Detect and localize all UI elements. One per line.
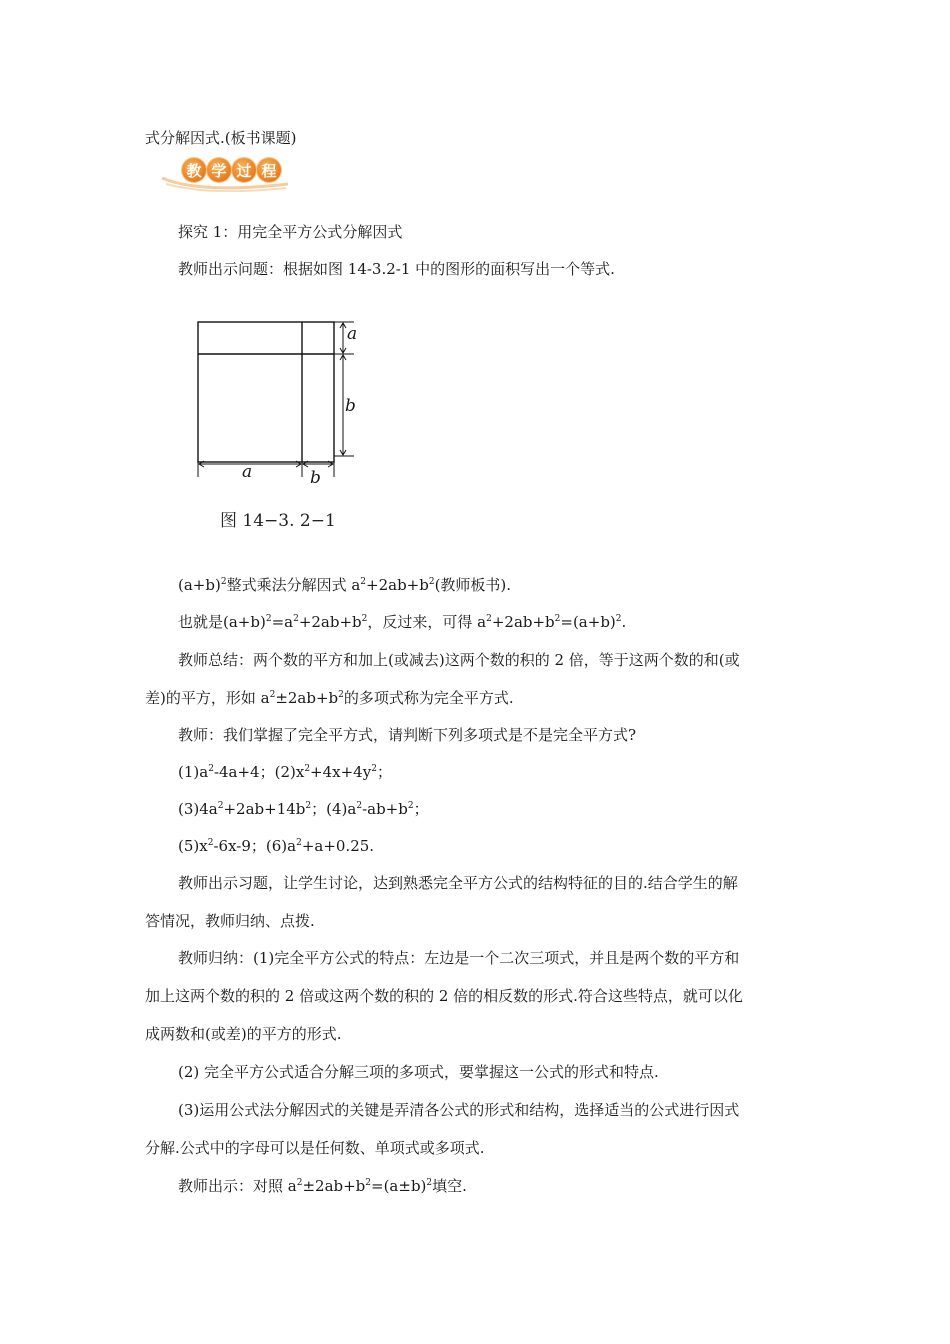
label-b-right: b: [345, 396, 356, 416]
banner-char: 学: [207, 158, 231, 182]
label-a-bottom: a: [242, 462, 253, 482]
teacher-question: 教师出示问题：根据如图 14-3.2-1 中的图形的面积写出一个等式.: [178, 260, 615, 278]
induction-line-1: 教师归纳：(1)完全平方公式的特点：左边是一个二次三项式，并且是两个数的平方和: [178, 949, 740, 967]
exercise-paragraph-1: 教师出示习题，让学生讨论，达到熟悉完全平方公式的结构特征的目的.结合学生的解: [178, 874, 738, 892]
exercise-item-3: $(5)x^2-6x-9$；$(6)a^2+a+0.25$.: [178, 837, 375, 855]
summary-line-1: 教师总结：两个数的平方和加上(或减去)这两个数的积的 2 倍，等于这两个数的和(或: [178, 651, 740, 669]
label-a-right: a: [347, 324, 358, 344]
induction-line-3: 成两数和(或差)的平方的形式.: [145, 1025, 342, 1043]
point-3-line-2: 分解.公式中的字母可以是任何数、单项式或多项式.: [145, 1139, 485, 1157]
banner-char: 教: [182, 158, 206, 182]
teacher-judge: 教师：我们掌握了完全平方式，请判断下列多项式是不是完全平方式?: [178, 726, 637, 744]
exercise-item-1: $(1)a^2-4a+4$；$(2)x^2+4x+4y^2$；: [178, 763, 392, 781]
summary-line-2: 差)的平方，形如 $a^2\pm 2ab+b^2$的多项式称为完全平方式.: [145, 689, 514, 707]
reverse-line: 也就是$(a+b)^2=a^2+2ab+b^2$，反过来，可得 $a^2+2ab+b^2=(a+b)^2$.: [178, 613, 627, 631]
banner-char: 过: [232, 158, 256, 182]
explore-heading: 探究 1：用完全平方公式分解因式: [178, 223, 403, 241]
label-b-bottom: b: [310, 468, 321, 488]
banner-char: 程: [257, 158, 281, 182]
induction-line-2: 加上这两个数的积的 2 倍或这两个数的积的 2 倍的相反数的形式.符合这些特点，就可以化: [145, 987, 743, 1005]
figure-caption: 图 14−3. 2−1: [220, 511, 336, 531]
intro-continuation: 式分解因式.(板书课题): [145, 129, 297, 147]
exercise-paragraph-2: 答情况，教师归纳、点拨.: [145, 912, 315, 930]
fill-in-prompt: 教师出示：对照 $a^2\pm 2ab+b^2=(a\pm b)^2$填空.: [178, 1177, 467, 1195]
equation-line: $(a+b)^2$整式乘法分解因式 $a^2+2ab+b^2$(教师板书).: [178, 576, 512, 594]
point-2: (2) 完全平方公式适合分解三项的多项式，要掌握这一公式的形式和特点.: [178, 1063, 659, 1081]
point-3-line-1: (3)运用公式法分解因式的关键是弄清各公式的形式和结构，选择适当的公式进行因式: [178, 1101, 740, 1119]
exercise-item-2: $(3)4a^2+2ab+14b^2$；$(4)a^2-ab+b^2$；: [178, 800, 429, 818]
teaching-process-banner: [160, 158, 290, 192]
